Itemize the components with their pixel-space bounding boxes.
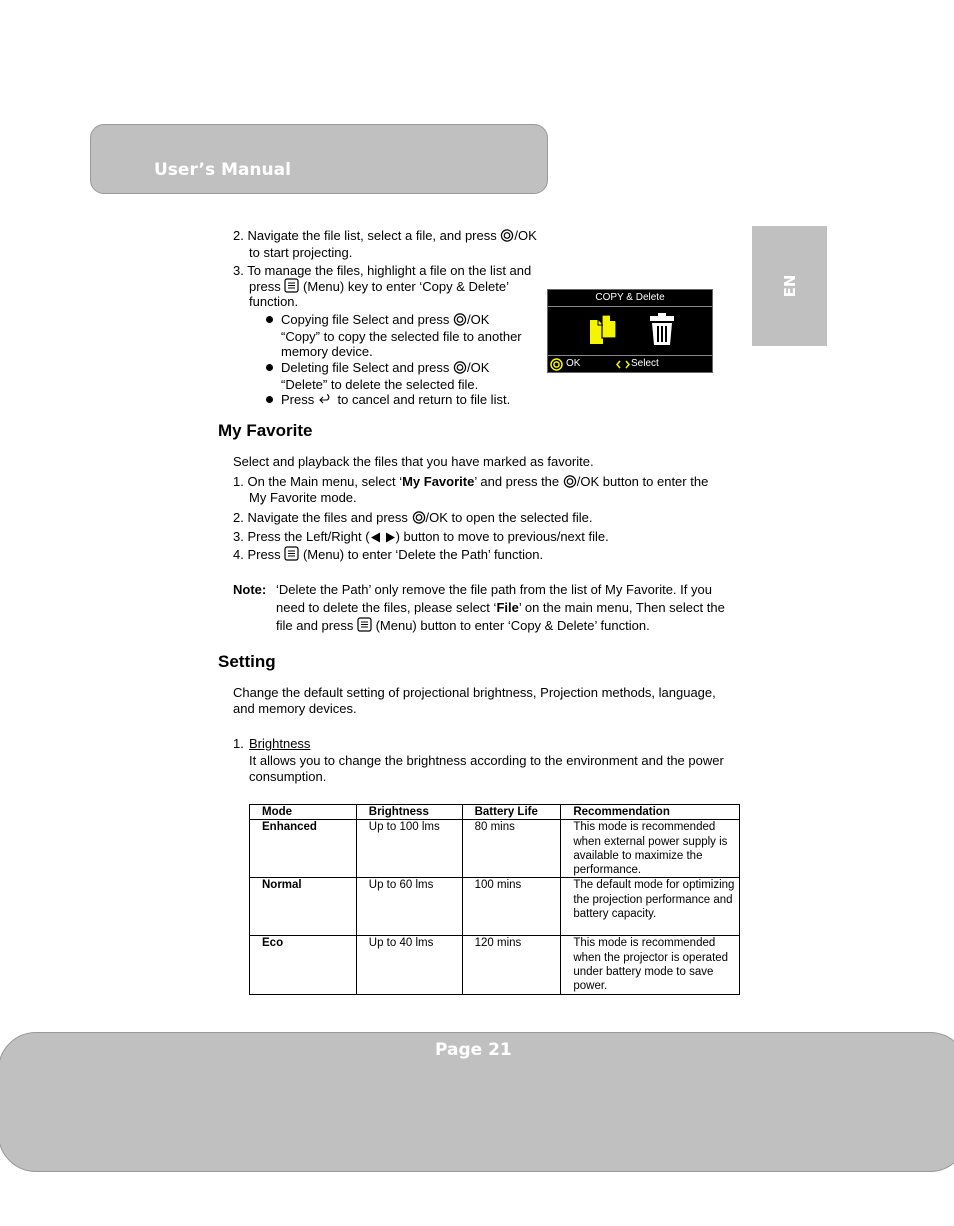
- fav-step-4: 4. Press (Menu) to enter ‘Delete the Path’ function.: [233, 547, 544, 562]
- menu-key-icon: [357, 617, 372, 632]
- menu-key-icon: [284, 278, 299, 293]
- bullet-copy-line-2: “Copy” to copy the selected file to another: [281, 329, 522, 344]
- screen-divider: [548, 306, 712, 307]
- step-2-line-1: 2. Navigate the file list, select a file, and press /OK: [233, 228, 537, 243]
- copy-icon: [588, 314, 622, 346]
- trash-icon: [649, 312, 675, 346]
- bullet-cancel: [266, 396, 273, 403]
- step-2-line-2: to start projecting.: [249, 245, 353, 260]
- fav-step-1-line-1: 1. On the Main menu, select ‘My Favorite’ and press the /OK button to enter the: [233, 474, 709, 489]
- step-3-line-3: function.: [249, 294, 299, 309]
- brightness-item-number: 1.: [233, 736, 244, 751]
- table-header: Battery Life: [462, 805, 561, 820]
- bullet-delete-line-1: Deleting file Select and press /OK: [281, 360, 490, 375]
- table-header: Recommendation: [561, 805, 740, 820]
- header-banner: [90, 124, 548, 194]
- table-row: [250, 820, 740, 878]
- brightness-cell: Up to 40 lms: [356, 936, 462, 994]
- fav-step-1-line-2: My Favorite mode.: [249, 490, 357, 505]
- ok-button-icon: [453, 361, 467, 374]
- battery-cell: 120 mins: [462, 936, 561, 994]
- my-favorite-heading: My Favorite: [218, 421, 313, 440]
- screen-divider: [548, 355, 712, 356]
- brightness-cell: Up to 60 lms: [356, 878, 462, 936]
- ok-button-icon: [412, 511, 426, 524]
- note-label: Note:: [233, 582, 267, 597]
- manual-title: User’s Manual: [154, 160, 291, 180]
- battery-cell: 100 mins: [462, 878, 561, 936]
- bullet-cancel-line: Press to cancel and return to file list.: [281, 392, 511, 407]
- bullet-delete-line-2: “Delete” to delete the selected file.: [281, 377, 479, 392]
- fav-step-3: 3. Press the Left/Right ( ) button to move to previous/next file.: [233, 529, 609, 544]
- page-number: Page 21: [435, 1040, 512, 1060]
- note-line-3: file and press (Menu) button to enter ‘Copy & Delete’ function.: [276, 618, 650, 633]
- brightness-item-title: Brightness: [249, 736, 311, 751]
- table-row: [250, 936, 740, 994]
- mode-cell: Enhanced: [250, 820, 357, 878]
- fav-step-2: 2. Navigate the files and press /OK to open the selected file.: [233, 510, 593, 525]
- brightness-desc-line-1: It allows you to change the brightness according to the environment and the power: [249, 753, 724, 768]
- language-label: EN: [780, 274, 799, 298]
- copy-delete-screen: [547, 289, 713, 373]
- bullet-copy-line-3: memory device.: [281, 344, 373, 359]
- language-tab: [752, 226, 827, 346]
- brightness-desc-line-2: consumption.: [249, 769, 327, 784]
- ok-button-icon: [500, 229, 514, 242]
- setting-intro-line-1: Change the default setting of projectional brightness, Projection methods, language,: [233, 685, 716, 700]
- table-header: Mode: [250, 805, 357, 820]
- note-line-1: ‘Delete the Path’ only remove the file path from the list of My Favorite. If you: [276, 582, 712, 597]
- bullet-copy-line-1: Copying file Select and press /OK: [281, 312, 490, 327]
- setting-intro-line-2: and memory devices.: [233, 701, 357, 716]
- left-right-arrows-icon: [370, 532, 396, 543]
- note-line-2: need to delete the files, please select ‘File’ on the main menu, Then select the: [276, 600, 725, 615]
- bullet-copy: [266, 316, 273, 323]
- mode-cell: Eco: [250, 936, 357, 994]
- table-row: [250, 878, 740, 936]
- ok-button-icon: [453, 313, 467, 326]
- mode-cell: Normal: [250, 878, 357, 936]
- bullet-delete: [266, 364, 273, 371]
- my-favorite-intro: Select and playback the files that you have marked as favorite.: [233, 454, 594, 469]
- return-icon: [318, 394, 334, 406]
- step-3-line-2: press (Menu) key to enter ‘Copy & Delete’: [249, 279, 509, 294]
- screen-ok-label: OK: [566, 358, 581, 369]
- recommendation-cell: The default mode for optimizing the projection performance and battery capacity.: [561, 878, 740, 936]
- ok-button-icon: [563, 475, 577, 488]
- screen-select-label: Select: [631, 358, 659, 369]
- brightness-cell: Up to 100 lms: [356, 820, 462, 878]
- menu-key-icon: [284, 546, 299, 561]
- table-header: Brightness: [356, 805, 462, 820]
- brightness-mode-table: [249, 804, 740, 995]
- ok-button-icon: [550, 358, 563, 371]
- recommendation-cell: This mode is recommended when the projector is operated under battery mode to save power.: [561, 936, 740, 994]
- recommendation-cell: This mode is recommended when external power supply is available to maximize the performance.: [561, 820, 740, 878]
- battery-cell: 80 mins: [462, 820, 561, 878]
- setting-heading: Setting: [218, 652, 276, 671]
- left-right-arrows-icon: [616, 360, 630, 369]
- table-header-row: [250, 805, 740, 820]
- screen-title: COPY & Delete: [595, 292, 665, 303]
- step-3-line-1: 3. To manage the files, highlight a file on the list and: [233, 263, 532, 278]
